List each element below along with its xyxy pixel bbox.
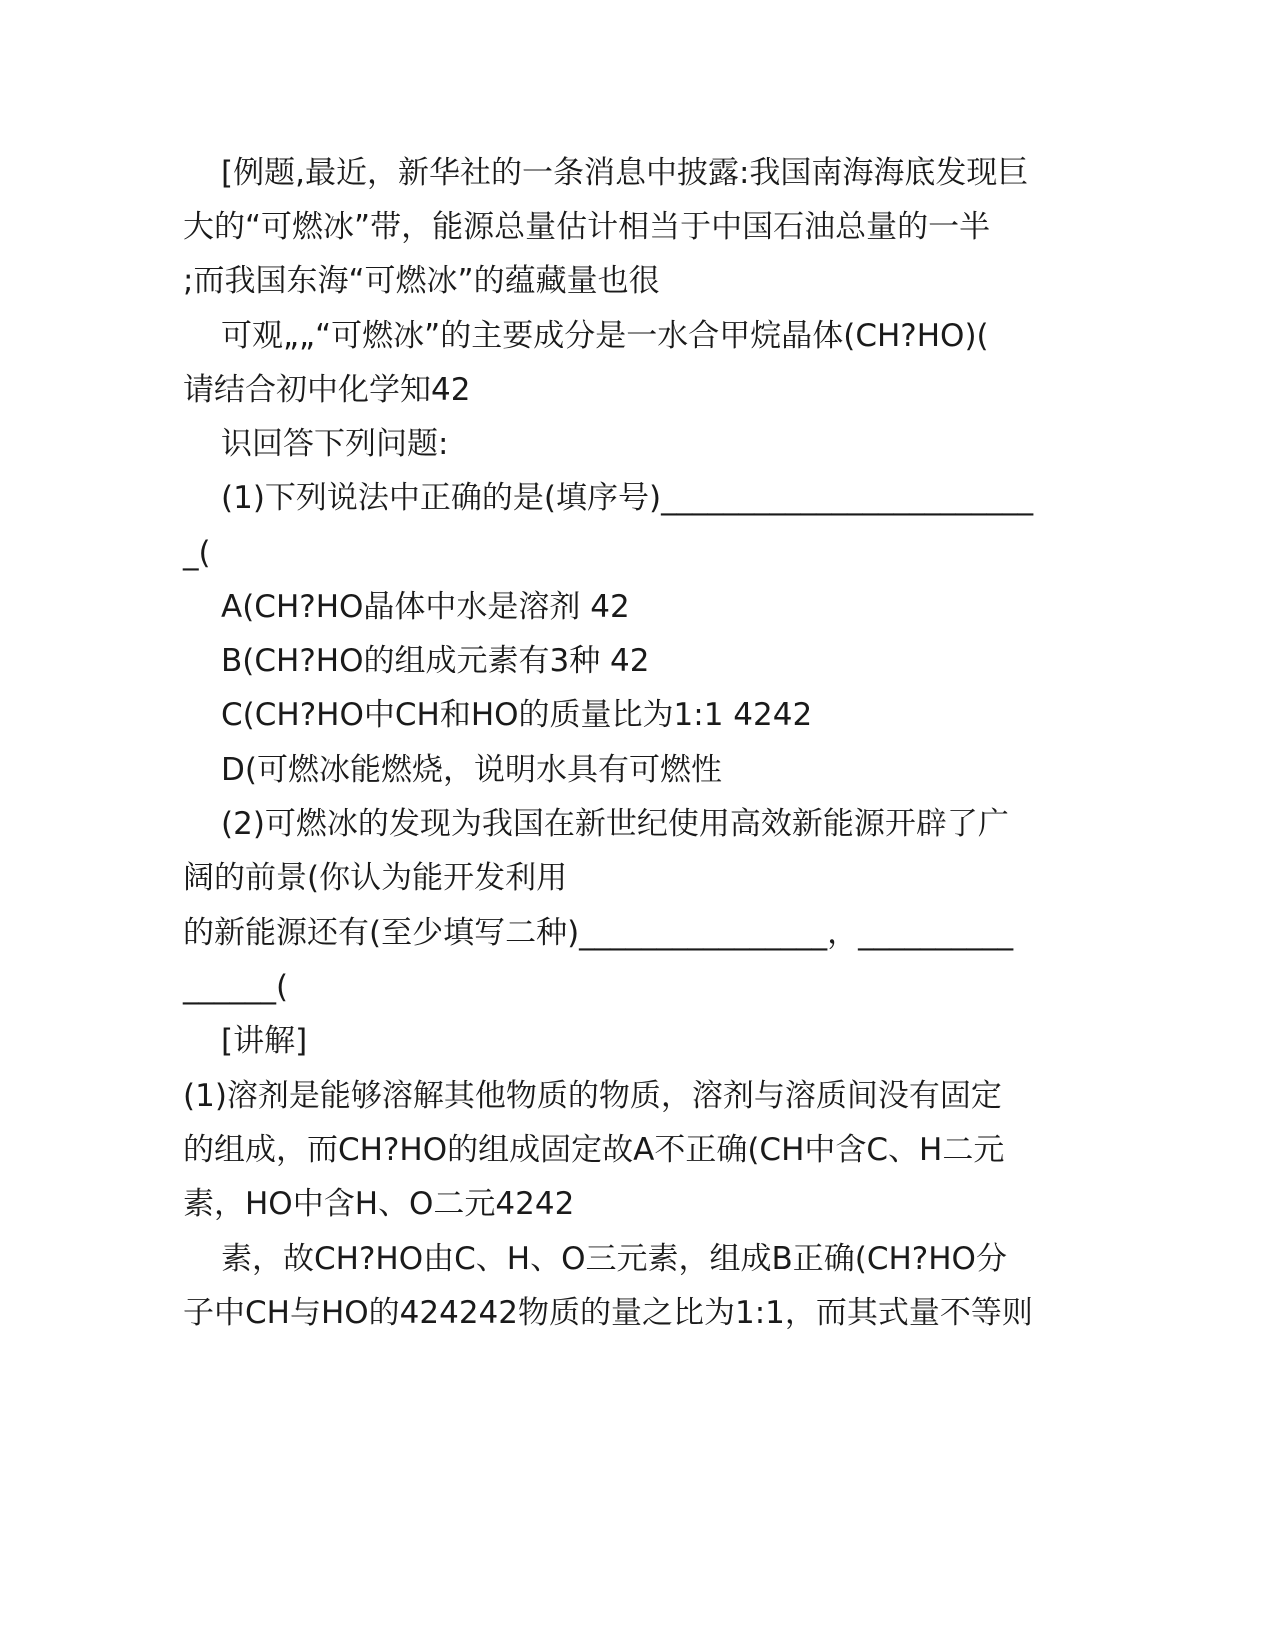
text-line: 可观„„“可燃冰”的主要成分是一水合甲烷晶体(CH?HO)( bbox=[221, 318, 989, 354]
text-line: 的组成，而CH?HO的组成固定故A不正确(CH中含C、H二元 bbox=[183, 1132, 1005, 1168]
text-line: ;而我国东海“可燃冰”的蕴藏量也很 bbox=[183, 263, 660, 299]
text-line: 子中CH与HO的424242物质的量之比为1:1，而其式量不等则 bbox=[183, 1295, 1033, 1331]
question-1-line: (1)下列说法中正确的是(填序号)________________________ bbox=[221, 480, 1034, 516]
option-a: A(CH?HO晶体中水是溶剂 42 bbox=[221, 589, 630, 625]
answer-blank: ______( bbox=[183, 969, 289, 1005]
answer-blank: _( bbox=[183, 535, 211, 571]
text-line: 识回答下列问题: bbox=[221, 426, 449, 462]
text-line: (1)溶剂是能够溶解其他物质的物质，溶剂与溶质间没有固定 bbox=[183, 1078, 1002, 1114]
option-d: D(可燃冰能燃烧，说明水具有可燃性 bbox=[221, 752, 722, 788]
text-line: 素，HO中含H、O二元4242 bbox=[183, 1186, 575, 1222]
explanation-heading: [讲解] bbox=[221, 1023, 308, 1059]
text-line: 素，故CH?HO由C、H、O三元素，组成B正确(CH?HO分 bbox=[221, 1241, 1007, 1277]
option-c: C(CH?HO中CH和HO的质量比为1:1 4242 bbox=[221, 697, 813, 733]
text-line: 的新能源还有(至少填写二种)________________，__________ bbox=[183, 915, 1014, 951]
question-2-line: (2)可燃冰的发现为我国在新世纪使用高效新能源开辟了广 bbox=[221, 806, 1009, 842]
option-b: B(CH?HO的组成元素有3种 42 bbox=[221, 643, 650, 679]
text-line: 阔的前景(你认为能开发利用 bbox=[183, 860, 568, 896]
text-line: 请结合初中化学知42 bbox=[183, 372, 471, 408]
text-line: [例题,最近，新华社的一条消息中披露:我国南海海底发现巨 bbox=[221, 155, 1029, 191]
text-line: 大的“可燃冰”带，能源总量估计相当于中国石油总量的一半 bbox=[183, 209, 991, 245]
